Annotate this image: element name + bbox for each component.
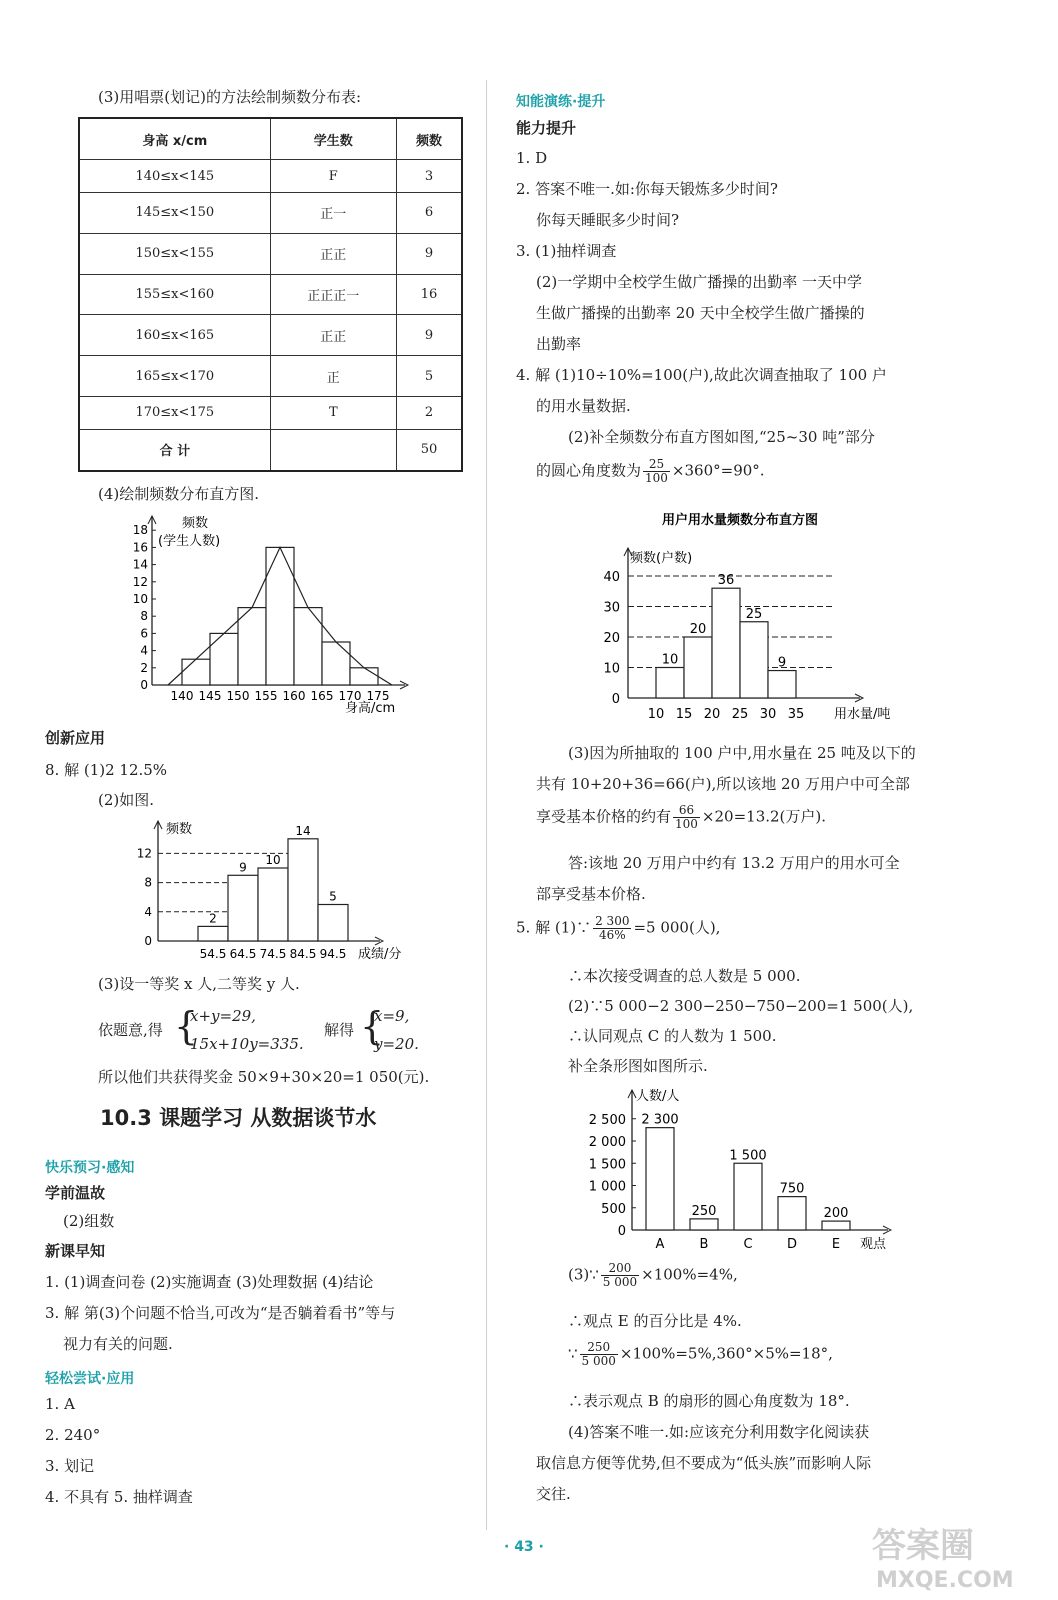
equation-1: x+y=29, bbox=[190, 1007, 256, 1025]
answer-5-line2: ∴本次接受调查的总人数是 5 000. bbox=[568, 967, 801, 985]
section-innovation: 创新应用 bbox=[45, 729, 106, 747]
y-axis-label: 频数 bbox=[182, 516, 209, 531]
table-cell: 5 bbox=[396, 356, 462, 397]
y-axis-label: 人数/人 bbox=[636, 1089, 680, 1104]
chart-title: 用户用水量频数分布直方图 bbox=[661, 513, 819, 528]
histogram-bar bbox=[228, 875, 258, 941]
histogram-bar bbox=[318, 905, 348, 942]
table-row bbox=[79, 160, 462, 193]
y-tick-label: 16 bbox=[132, 540, 148, 555]
y-axis-label: 频数(户数) bbox=[630, 551, 693, 566]
item4-label: (4)绘制频数分布直方图. bbox=[98, 485, 260, 503]
answer-5-line5: 补全条形图如图所示. bbox=[568, 1057, 708, 1075]
answer-3-part2-end: 出勤率 bbox=[536, 335, 582, 353]
newlesson-label: 新课早知 bbox=[45, 1242, 106, 1260]
x-tick-label: 94.5 bbox=[319, 947, 347, 961]
answer-2: 2. 答案不唯一.如:你每天锻炼多少时间? bbox=[516, 180, 778, 198]
newlesson-ans1: 1. (1)调查问卷 (2)实施调查 (3)处理数据 (4)结论 bbox=[45, 1273, 374, 1291]
fraction bbox=[643, 458, 670, 485]
bar-value-label: 25 bbox=[745, 606, 763, 622]
x-tick-label: 155 bbox=[254, 689, 278, 703]
score-histogram bbox=[130, 815, 420, 965]
table-cell: 2 bbox=[396, 396, 462, 429]
bar-value-label: 20 bbox=[689, 622, 707, 637]
solution-1: x=9, bbox=[374, 1007, 410, 1025]
x-axis-label: 观点 bbox=[860, 1237, 887, 1252]
frequency-table bbox=[78, 117, 463, 472]
review-label: 学前温故 bbox=[45, 1184, 106, 1202]
x-tick-label: 35 bbox=[787, 707, 805, 722]
try-ans2: 2. 240° bbox=[45, 1426, 101, 1444]
y-tick-label: 40 bbox=[603, 570, 620, 585]
q8-part1: 8. 解 (1)2 12.5% bbox=[45, 761, 168, 779]
histogram-bar bbox=[712, 588, 740, 698]
brace-icon: { bbox=[174, 1004, 199, 1048]
category-label: B bbox=[699, 1237, 709, 1252]
q8-conclusion: 所以他们共获得奖金 50×9+30×20=1 050(元). bbox=[98, 1068, 430, 1086]
bar-value-label: 2 300 bbox=[641, 1112, 679, 1128]
section-practice: 知能演练·提升 bbox=[516, 94, 606, 110]
answer-5-b-angle: ∴表示观点 B 的扇形的圆心角度数为 18°. bbox=[568, 1392, 850, 1410]
text-span: 5. 解 (1)∵ bbox=[516, 918, 592, 937]
x-tick-label: 15 bbox=[675, 707, 693, 722]
section-try: 轻松尝试·应用 bbox=[45, 1371, 135, 1387]
newlesson-ans3: 3. 解 第(3)个问题不恰当,可改为“是否躺着看书”等与 bbox=[45, 1304, 396, 1322]
y-tick-label: 1 500 bbox=[588, 1157, 626, 1173]
numerator: 66 bbox=[673, 804, 700, 818]
column-divider bbox=[486, 80, 487, 1530]
table-cell: 正一 bbox=[270, 192, 396, 233]
table-cell: 160≤x<165 bbox=[79, 315, 270, 356]
answer-4: 4. 解 (1)10÷10%=100(户),故此次调查抽取了 100 户 bbox=[516, 366, 887, 384]
y-tick-label: 2 000 bbox=[588, 1135, 626, 1150]
x-axis-label: 身高/cm bbox=[345, 701, 396, 715]
y-tick-label: 20 bbox=[603, 631, 620, 646]
histogram-bar bbox=[656, 668, 684, 699]
histogram-bar bbox=[684, 637, 712, 698]
q8-solve-label: 解得 bbox=[324, 1021, 355, 1039]
x-tick-label: 175 bbox=[366, 689, 390, 703]
y-axis-label: 频数 bbox=[166, 822, 193, 837]
q8-prefix: 依题意,得 bbox=[98, 1021, 163, 1039]
q8-part3: (3)设一等奖 x 人,二等奖 y 人. bbox=[98, 975, 300, 993]
bar bbox=[778, 1197, 806, 1230]
histogram-bar bbox=[288, 839, 318, 941]
table-cell: 正正正一 bbox=[270, 274, 396, 315]
denominator: 100 bbox=[645, 471, 668, 486]
table-cell: 155≤x<160 bbox=[79, 274, 270, 315]
histogram-bar bbox=[740, 622, 768, 698]
watermark-logo bbox=[862, 1515, 1052, 1595]
answer-5-percent bbox=[568, 1262, 738, 1289]
category-label: E bbox=[831, 1237, 841, 1252]
answer-4-conclusion-cont: 部享受基本价格. bbox=[536, 885, 646, 903]
text-span: ×100%=5%,360°×5%=18°, bbox=[619, 1344, 833, 1363]
x-axis-label: 成绩/分 bbox=[358, 947, 402, 962]
bar-value-label: 10 bbox=[265, 853, 281, 867]
numerator: 25 bbox=[643, 458, 670, 472]
y-tick-label: 10 bbox=[603, 661, 620, 677]
height-histogram bbox=[130, 510, 410, 715]
y-tick-label: 14 bbox=[132, 557, 148, 572]
bar-value-label: 1 500 bbox=[729, 1148, 767, 1164]
table-cell: T bbox=[270, 396, 396, 429]
numerator: 2 300 bbox=[595, 914, 630, 928]
table-cell: 正 bbox=[270, 356, 396, 397]
table-cell: 16 bbox=[396, 274, 462, 315]
answer-4-part3: (3)因为所抽取的 100 户中,用水量在 25 吨及以下的 bbox=[568, 744, 916, 762]
y-tick-label: 500 bbox=[601, 1201, 626, 1217]
text-span: ×20=13.2(万户). bbox=[701, 807, 827, 826]
y-tick-label: 10 bbox=[132, 592, 148, 606]
histogram-bar bbox=[198, 926, 228, 941]
item3-intro: (3)用唱票(划记)的方法绘制频数分布表: bbox=[98, 88, 362, 106]
try-ans3: 3. 划记 bbox=[45, 1457, 95, 1475]
text-span: ×360°=90°. bbox=[671, 461, 765, 480]
x-tick-label: 25 bbox=[731, 707, 749, 722]
y-tick-label: 12 bbox=[136, 846, 152, 861]
y-axis-label-sub: (学生人数) bbox=[158, 534, 221, 549]
table-cell: 165≤x<170 bbox=[79, 356, 270, 397]
histogram-bar bbox=[350, 668, 378, 685]
answer-5-part4: (4)答案不唯一.如:应该充分利用数字化阅读获 bbox=[568, 1423, 870, 1441]
answer-4-part2: (2)补全频数分布直方图如图,“25~30 吨”部分 bbox=[568, 428, 875, 446]
table-header: 频数 bbox=[396, 118, 462, 160]
x-tick-label: 145 bbox=[198, 689, 222, 703]
fraction bbox=[673, 804, 700, 831]
answer-3-part2: (2)一学期中全校学生做广播操的出勤率 一天中学 bbox=[536, 273, 863, 291]
bar-value-label: 14 bbox=[295, 823, 311, 838]
y-tick-label: 2 bbox=[140, 660, 148, 675]
fraction bbox=[601, 1262, 639, 1289]
x-tick-label: 150 bbox=[226, 689, 250, 703]
histogram-bar bbox=[258, 868, 288, 941]
section-preview: 快乐预习·感知 bbox=[45, 1160, 135, 1176]
numerator: 250 bbox=[580, 1341, 618, 1355]
x-tick-label: 170 bbox=[338, 689, 362, 703]
answer-5-line3: (2)∵5 000−2 300−250−750−200=1 500(人), bbox=[568, 997, 914, 1015]
table-cell: 9 bbox=[396, 315, 462, 356]
y-tick-label: 30 bbox=[603, 600, 620, 616]
y-tick-label: 0 bbox=[140, 678, 148, 692]
water-usage-histogram bbox=[590, 506, 890, 746]
y-tick-label: 0 bbox=[617, 1224, 626, 1239]
table-row bbox=[79, 192, 462, 233]
answer-4-part3-cont: 共有 10+20+36=66(户),所以该地 20 万用户中可全部 bbox=[536, 775, 910, 793]
x-tick-label: 160 bbox=[282, 689, 306, 703]
table-cell: 140≤x<145 bbox=[79, 160, 270, 193]
table-header: 学生数 bbox=[270, 118, 396, 160]
category-label: C bbox=[743, 1237, 753, 1252]
x-tick-label: 64.5 bbox=[229, 947, 257, 961]
bar-value-label: 5 bbox=[329, 889, 337, 904]
histogram-bar bbox=[210, 633, 238, 685]
page-number: · 43 · bbox=[504, 1539, 544, 1555]
x-tick-label: 84.5 bbox=[289, 947, 317, 961]
solution-2: y=20. bbox=[374, 1035, 419, 1053]
text-span: ∵ bbox=[568, 1344, 578, 1363]
equation-2: 15x+10y=335. bbox=[190, 1035, 304, 1053]
table-cell: 正正 bbox=[270, 233, 396, 274]
bar-value-label: 200 bbox=[823, 1206, 849, 1222]
answer-5-line4: ∴认同观点 C 的人数为 1 500. bbox=[568, 1027, 777, 1045]
try-ans4-5: 4. 不具有 5. 抽样调查 bbox=[45, 1488, 193, 1506]
denominator: 100 bbox=[675, 817, 698, 832]
x-tick-label: 10 bbox=[647, 707, 665, 722]
table-cell: 145≤x<150 bbox=[79, 192, 270, 233]
text-span: ×100%=4%, bbox=[641, 1265, 738, 1284]
bar bbox=[646, 1128, 674, 1230]
y-tick-label: 4 bbox=[144, 904, 152, 919]
answer-5-part4-end: 交往. bbox=[536, 1485, 571, 1503]
x-tick-label: 74.5 bbox=[259, 947, 287, 961]
opinion-bar-chart bbox=[570, 1082, 900, 1257]
fraction bbox=[593, 915, 631, 942]
table-cell: 3 bbox=[396, 160, 462, 193]
x-tick-label: 54.5 bbox=[199, 947, 227, 961]
y-tick-label: 4 bbox=[140, 643, 148, 658]
table-cell: F bbox=[270, 160, 396, 193]
table-cell: 正正 bbox=[270, 315, 396, 356]
review-answer: (2)组数 bbox=[63, 1212, 115, 1230]
bar-value-label: 9 bbox=[239, 860, 247, 875]
y-tick-label: 6 bbox=[140, 626, 148, 641]
table-row bbox=[79, 315, 462, 356]
text-span: (3)∵ bbox=[568, 1265, 599, 1284]
bar-value-label: 2 bbox=[209, 911, 217, 926]
lesson-title: 10.3 课题学习 从数据谈节水 bbox=[100, 1106, 377, 1130]
table-row bbox=[79, 356, 462, 397]
brace-icon: { bbox=[360, 1004, 385, 1048]
x-tick-label: 140 bbox=[170, 689, 194, 703]
x-axis-label: 用水量/吨 bbox=[834, 707, 890, 722]
bar bbox=[822, 1221, 850, 1230]
answer-5-e-percent: ∴观点 E 的百分比是 4%. bbox=[568, 1312, 742, 1330]
numerator: 200 bbox=[601, 1262, 639, 1276]
bar-value-label: 36 bbox=[717, 573, 735, 589]
answer-5-angle bbox=[568, 1341, 833, 1368]
denominator: 5 000 bbox=[602, 1275, 638, 1290]
bar bbox=[734, 1163, 762, 1230]
category-label: D bbox=[786, 1237, 798, 1252]
bar-value-label: 250 bbox=[691, 1203, 717, 1219]
text-span: 享受基本价格的约有 bbox=[536, 807, 672, 826]
watermark-text-cn: 答案圈 bbox=[872, 1526, 974, 1566]
answer-4-cont: 的用水量数据. bbox=[536, 397, 631, 415]
q8-part2: (2)如图. bbox=[98, 791, 155, 809]
y-tick-label: 0 bbox=[144, 934, 152, 948]
y-tick-label: 1 000 bbox=[588, 1179, 626, 1195]
table-cell: 6 bbox=[396, 192, 462, 233]
histogram-bar bbox=[768, 671, 796, 698]
answer-3-part2-cont: 生做广播操的出勤率 20 天中全校学生做广播操的 bbox=[536, 304, 865, 322]
bar-value-label: 9 bbox=[777, 655, 787, 671]
table-cell: 50 bbox=[396, 429, 462, 471]
bar bbox=[690, 1219, 718, 1230]
try-ans1: 1. A bbox=[45, 1395, 75, 1413]
answer-5-total bbox=[516, 915, 720, 942]
denominator: 5 000 bbox=[581, 1354, 616, 1369]
bar-value-label: 750 bbox=[779, 1181, 805, 1197]
x-tick-label: 165 bbox=[310, 689, 334, 703]
table-cell: 150≤x<155 bbox=[79, 233, 270, 274]
y-tick-label: 2 500 bbox=[588, 1112, 626, 1128]
y-tick-label: 18 bbox=[132, 523, 148, 538]
watermark-text-en: MXQE.COM bbox=[876, 1568, 1014, 1593]
histogram-bar bbox=[182, 659, 210, 685]
x-tick-label: 30 bbox=[759, 707, 777, 722]
category-label: A bbox=[655, 1237, 665, 1252]
answer-1: 1. D bbox=[516, 149, 548, 167]
table-cell: 9 bbox=[396, 233, 462, 274]
newlesson-ans3-cont: 视力有关的问题. bbox=[63, 1335, 173, 1353]
table-cell bbox=[270, 429, 396, 471]
y-tick-label: 12 bbox=[132, 574, 148, 589]
answer-4-angle bbox=[536, 458, 765, 485]
denominator: 46% bbox=[598, 928, 626, 943]
table-total-row bbox=[79, 429, 462, 471]
table-row bbox=[79, 274, 462, 315]
y-tick-label: 8 bbox=[140, 609, 148, 624]
y-tick-label: 0 bbox=[611, 692, 620, 707]
text-span: =5 000(人), bbox=[633, 918, 721, 937]
table-row bbox=[79, 233, 462, 274]
answer-3: 3. (1)抽样调查 bbox=[516, 242, 617, 260]
ability-label: 能力提升 bbox=[516, 119, 577, 137]
x-tick-label: 20 bbox=[703, 707, 721, 722]
text-span: 的圆心角度数为 bbox=[536, 461, 642, 480]
histogram-bar bbox=[322, 642, 350, 685]
histogram-bar bbox=[238, 608, 266, 685]
fraction bbox=[580, 1341, 618, 1368]
answer-5-part4-cont: 取信息方便等优势,但不要成为“低头族”而影响人际 bbox=[536, 1454, 872, 1472]
bar-value-label: 10 bbox=[661, 652, 679, 668]
table-header: 身高 x/cm bbox=[79, 118, 270, 160]
answer-2-cont: 你每天睡眠多少时间? bbox=[536, 211, 680, 229]
answer-4-estimate bbox=[536, 804, 826, 831]
table-row bbox=[79, 396, 462, 429]
table-cell: 合 计 bbox=[79, 429, 270, 471]
answer-4-conclusion: 答:该地 20 万用户中约有 13.2 万用户的用水可全 bbox=[568, 854, 900, 872]
y-tick-label: 8 bbox=[144, 875, 152, 890]
table-cell: 170≤x<175 bbox=[79, 396, 270, 429]
